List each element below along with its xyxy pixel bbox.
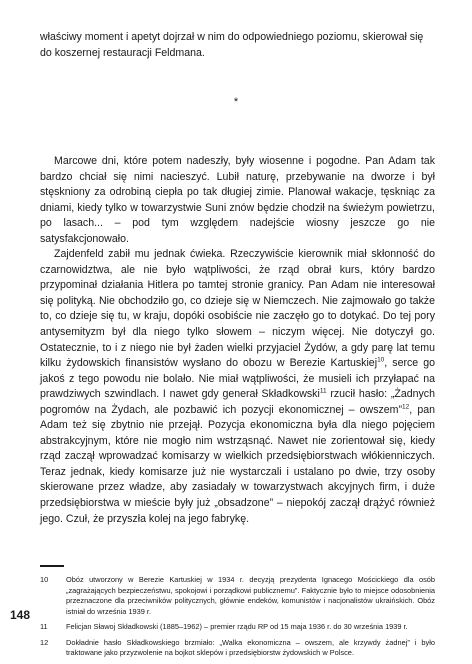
footnote-ref[interactable]: 12 bbox=[402, 403, 410, 411]
text-run: , serce go jakoś z tego powodu nie bolało. Nie miał wątpliwości, że musieli ich przyłapać na prawdziwych szwindlach. I nawet gdy generał Składkowski bbox=[40, 357, 435, 401]
page-number: 148 bbox=[10, 608, 31, 622]
text-run: Zajdenfeld zabił mu jednak ćwieka. Rzeczywiście kierownik miał skłonność do czarnowidztwa, ale nie było wątpliwości, że rząd obrał kurs, który bardzo przypominał działania Hitlera po tamtej stronie granicy. Pan Adam nie interesował się polityką. Nie obchodziło go, co dzieje się w Niemczech. Nie zajmowało go także to, co dzieje się tu, w kraju, dopóki osobiście nie zaczęło go to dotykać. Do tej pory antysemityzm był dla niego tylko słowem – niczym więcej. Nie dotyczył go. Ostatecznie, to i z niego nie był żaden wielki przyjaciel Żydów, a gdy parę lat temu kilku żydowskich finansistów wysłano do obozu w Berezie Kartuskiej bbox=[40, 248, 435, 370]
text-run: Marcowe dni, które potem nadeszły, były wiosenne i pogodne. Pan Adam tak bardzo chciał się nimi nacieszyć. Lubił naturę, przebywanie na dworze i był stęskniony za odrobiną ciepła po tak długiej zimie. Planował wakacje, tęskniąc za dniami, kiedy tylko w towarzystwie Suni znów będzie chodził na świeżym powietrzu, po lasach... – pod tym względem nadejście wiosny jeszcze go nie satysfakcjonowało. bbox=[40, 155, 435, 245]
footnote-text: Dokładnie hasło Składkowskiego brzmiało: „Walka ekonomiczna – owszem, ale krzywdy żadnej” i było traktowane jako przyzwolenie na bojkot sklepów i przedsiębiorstw żydowskich w Polsce. bbox=[66, 637, 435, 657]
text-run: rzucił hasło: „Żadnych pogromów na Żydach, ale pozbawić ich pozycji ekonomicznej – owszem” bbox=[40, 388, 435, 416]
footnote bbox=[40, 638, 435, 659]
body-paragraph bbox=[40, 154, 435, 247]
footnote-ref[interactable]: 11 bbox=[319, 387, 327, 395]
body-paragraph bbox=[40, 247, 435, 527]
intro-text: właściwy moment i apetyt dojrzał w nim do odpowiedniego poziomu, skierował się do koszernej restauracji Feldmana. bbox=[40, 31, 424, 59]
footnote-text: Obóz utworzony w Berezie Kartuskiej w 1934 r. decyzją prezydenta Ignacego Mościckiego dla osób „zagrażających bezpieczeństwu, spokojowi i porządkowi publicznemu”. Faktycznie było to miejsce odosobnienia przeznaczone dla przeciwników politycznych, głównie endeków, komunistów i nacjonalistów ukraińskich. Obóz istniał do września 1939 r. bbox=[66, 575, 435, 616]
footnote bbox=[40, 622, 435, 633]
footnote-number: 10 bbox=[40, 575, 49, 584]
footnote-rule bbox=[40, 565, 64, 567]
footnote bbox=[40, 575, 435, 617]
section-separator: * bbox=[233, 96, 239, 108]
footnote-number: 11 bbox=[40, 622, 48, 631]
main-text bbox=[40, 154, 435, 527]
footnote-number: 12 bbox=[40, 637, 49, 647]
footnotes bbox=[40, 575, 435, 664]
text-run: , pan Adam też się zbytnio nie przejął. Pozycja ekonomiczna była dla niego pojęciem abstrakcyjnym, które nie mogło nim wstrząsnąć. Nawet nie zorientował się, kiedy rząd zaczął wprowadzać komisarzy w wielkich przedsiębiorstwach włókienniczych. Teraz jednak, kiedy komisarze już nie wystarczali i ustalano po dwie, trzy osoby skierowane przez władze, aby zasiadały w towarzystwach akcyjnych firm, i duże przedsiębiorstwa w mieście były już „obsadzone” – niepokój zaczął drążyć również jego. Czuł, że przyszła kolej na jego fabrykę. bbox=[40, 403, 435, 525]
intro-paragraph bbox=[40, 30, 435, 61]
footnote-text: Felicjan Sławoj Składkowski (1885–1962) – premier rządu RP od 15 maja 1936 r. do 30 września 1939 r. bbox=[66, 622, 408, 631]
footnote-ref[interactable]: 10 bbox=[377, 356, 385, 364]
